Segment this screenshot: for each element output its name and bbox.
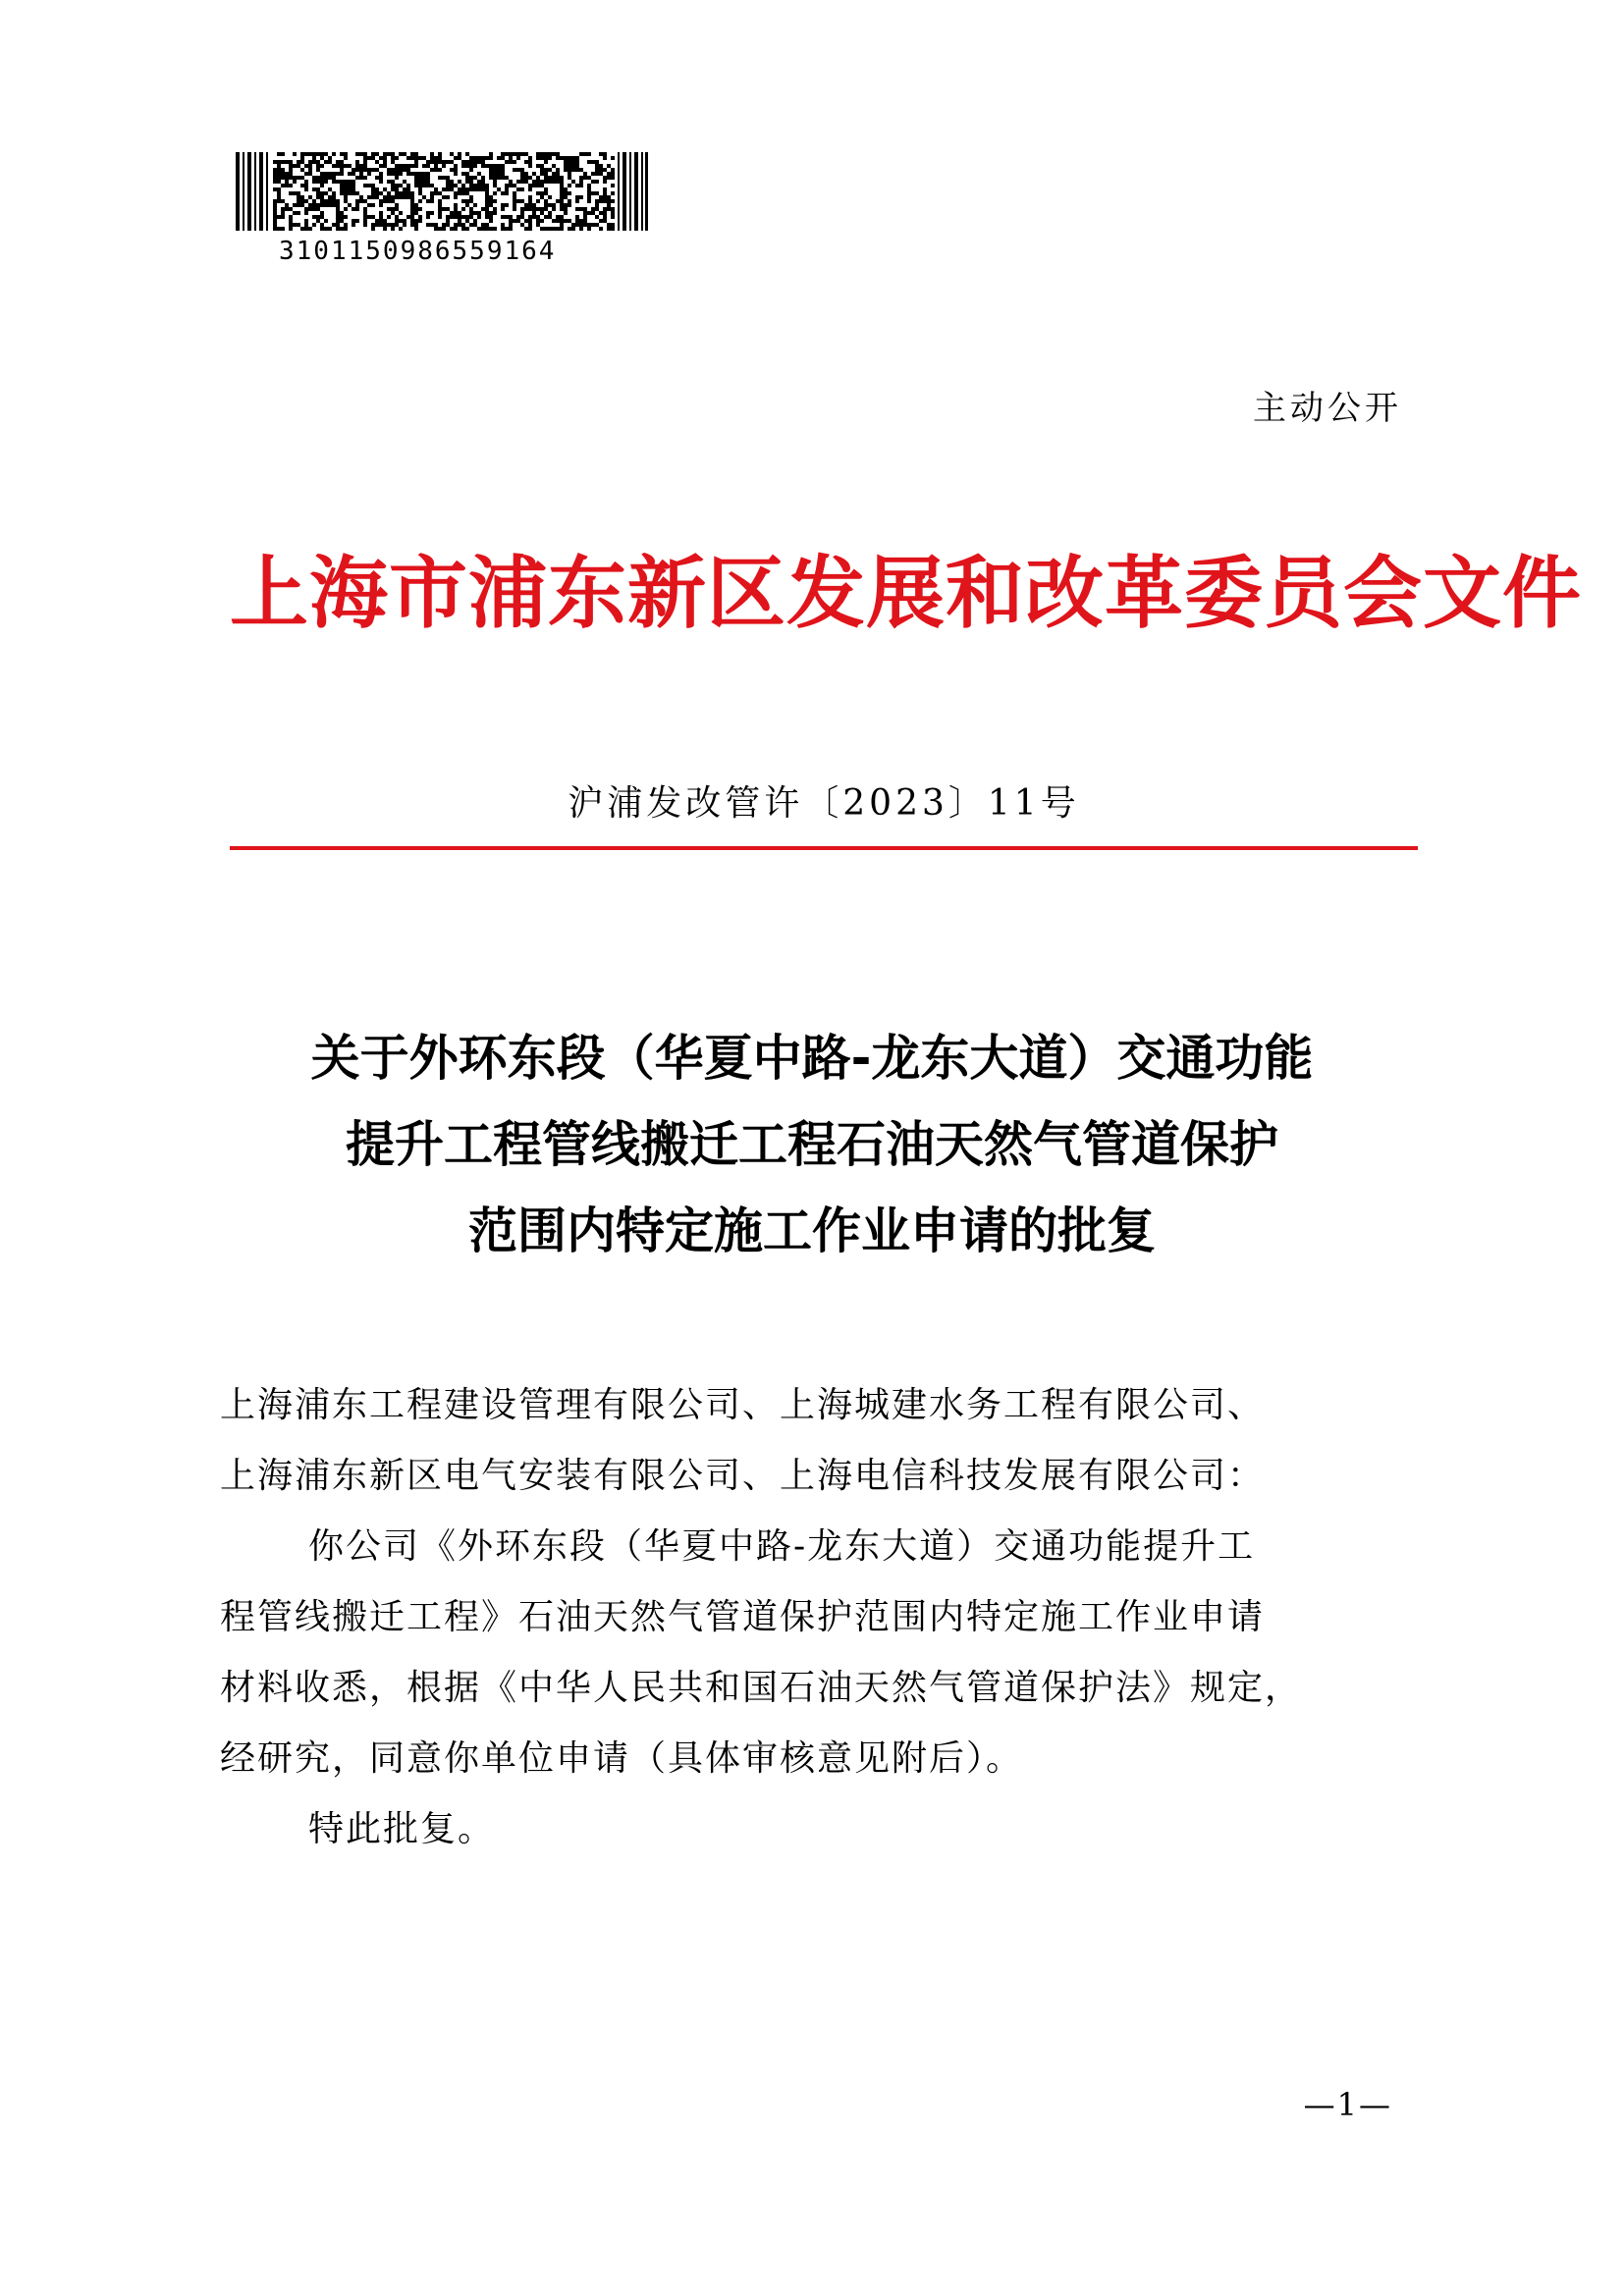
body-line: 经研究，同意你单位申请（具体审核意见附后）。	[220, 1738, 1024, 1779]
title-line: 关于外环东段（华夏中路-龙东大道）交通功能	[310, 1030, 1314, 1087]
closing-line: 特此批复。	[308, 1809, 496, 1849]
document-number: 沪浦发改管许〔2023〕11号	[568, 783, 1080, 824]
page-number: —1—	[1303, 2086, 1392, 2123]
title-line: 范围内特定施工作业申请的批复	[468, 1202, 1156, 1259]
document-body	[220, 1370, 1437, 1865]
addressee-line: 上海浦东新区电气安装有限公司、上海电信科技发展有限公司：	[220, 1456, 1266, 1496]
barcode-number: 3101150986559164	[279, 237, 557, 266]
body-line: 程管线搬迁工程》石油天然气管道保护范围内特定施工作业申请	[220, 1597, 1266, 1637]
barcode-block	[236, 152, 648, 266]
document-title	[196, 1015, 1428, 1274]
red-divider	[230, 846, 1418, 850]
body-line: 材料收悉，根据《中华人民共和国石油天然气管道保护法》规定，	[220, 1668, 1303, 1708]
title-line: 提升工程管线搬迁工程石油天然气管道保护	[346, 1116, 1278, 1173]
addressee-line: 上海浦东工程建设管理有限公司、上海城建水务工程有限公司、	[220, 1385, 1266, 1425]
barcode-icon	[236, 152, 648, 231]
disclosure-label: 主动公开	[1253, 389, 1402, 428]
body-line: 你公司《外环东段（华夏中路-龙东大道）交通功能提升工	[308, 1526, 1256, 1567]
issuer-heading: 上海市浦东新区发展和改革委员会文件	[230, 547, 1582, 639]
